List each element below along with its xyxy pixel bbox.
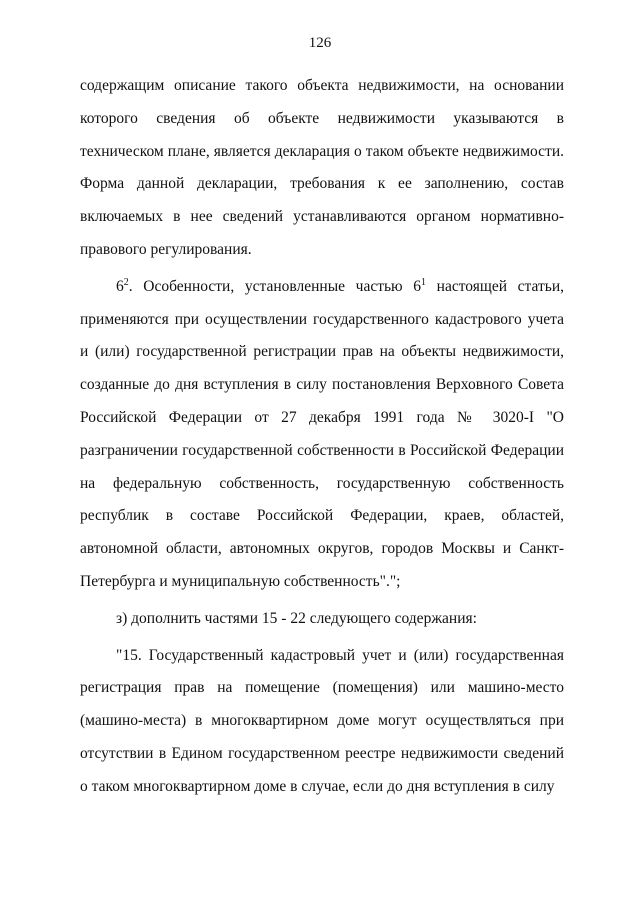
text-run: содержащим описание такого объекта недвижимости, на основании которого сведения об объекте недвижимости указываются в техническом плане, является декларация о таком объекте недвижимости. Форма данной декларации, требования к ее заполнению, состав включаемых в нее сведений устанавливаются органом нормативно-правового регулирования. [80,77,564,258]
superscript: 1 [421,276,427,288]
document-body [80,70,564,808]
text-run: з) дополнить частями 15 - 22 следующего содержания: [116,609,477,627]
paragraph-p2 [80,271,564,599]
text-run: . Особенности, установленные частью 6 [128,277,422,295]
text-run: "15. Государственный кадастровый учет и (или) государственная регистрация прав на помещение (помещения) или машино-место (машино-места) в многоквартирном доме могут осуществляться при отсутствии в Едином государственном реестре недвижимости сведений о таком многоквартирном доме в случае, если до дня вступления в силу [80,646,564,795]
paragraph-p1 [80,70,564,267]
superscript: 2 [123,276,129,288]
paragraph-p4 [80,640,564,804]
page-number: 126 [308,35,332,51]
paragraph-p3 [80,603,564,636]
text-run: 6 [116,277,124,295]
text-run: настоящей статьи, применяются при осуществлении государственного кадастрового учета и (или) государственной регистрации прав на объекты недвижимости, созданные до дня вступления в силу постановления Верховного Совета Российской Федерации от 27 декабря 1991 года № 3020-I "О разграничении государственной собственности в Российской Федерации на федеральную собственность, государственную собственность республик в составе Российской Федерации, краев, областей, автономной области, автономных округов, городов Москвы и Санкт-Петербурга и муниципальную собственность"."; [80,277,564,590]
